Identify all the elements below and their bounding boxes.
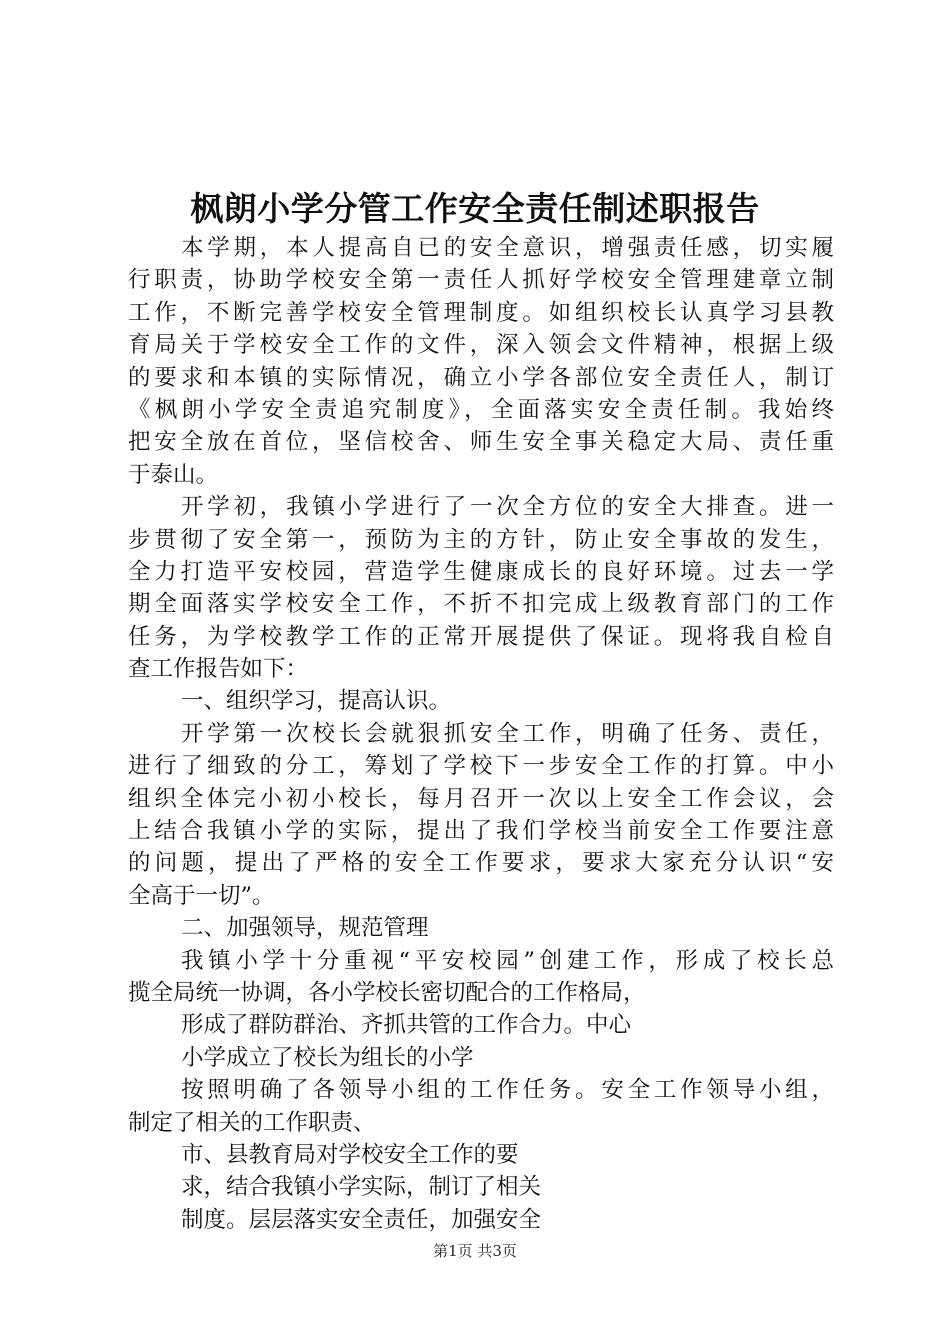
paragraph-line: 工作，不断完善学校安全管理制度。如组织校长认真学习县教: [128, 299, 834, 326]
paragraph-line: 于泰山。: [128, 461, 219, 488]
paragraph-line: 我镇小学十分重视“平安校园”创建工作，形成了校长总: [181, 947, 834, 974]
paragraph-line: 任务，为学校教学工作的正常开展提供了保证。现将我自检自: [128, 623, 834, 650]
document-body: [128, 232, 834, 1236]
paragraph-line: 全高于一切”。: [128, 882, 275, 909]
paragraph-line: 全力打造平安校园，营造学生健康成长的良好环境。过去一学: [128, 558, 834, 585]
section-heading: 一、组织学习，提高认识。: [181, 688, 452, 715]
paragraph-line: 育局关于学校安全工作的文件，深入领会文件精神，根据上级: [128, 332, 834, 359]
paragraph-line: 市、县教育局对学校安全工作的要: [181, 1141, 519, 1168]
paragraph-line: 揽全局统一协调，各小学校长密切配合的工作格局，: [128, 979, 646, 1006]
paragraph-line: 的问题，提出了严格的安全工作要求，要求大家充分认识“安: [128, 850, 834, 877]
paragraph-line: 把安全放在首位，坚信校舍、师生安全事关稳定大局、责任重: [128, 429, 834, 456]
paragraph-line: 上结合我镇小学的实际，提出了我们学校当前安全工作要注意: [128, 818, 834, 845]
paragraph-line: 开学第一次校长会就狠抓安全工作，明确了任务、责任，: [181, 720, 834, 747]
paragraph-line: 制定了相关的工作职责、: [128, 1109, 376, 1136]
paragraph-line: 小学成立了校长为组长的小学: [181, 1044, 474, 1071]
paragraph-line: 行职责，协助学校安全第一责任人抓好学校安全管理建章立制: [128, 267, 834, 294]
paragraph-line: 步贯彻了安全第一，预防为主的方针，防止安全事故的发生，: [128, 526, 834, 553]
paragraph-line: 开学初，我镇小学进行了一次全方位的安全大排查。进一: [181, 494, 834, 521]
section-heading: 二、加强领导，规范管理: [181, 915, 429, 942]
paragraph-line: 《枫朗小学安全责追究制度》，全面落实安全责任制。我始终: [128, 396, 834, 423]
document-title: 枫朗小学分管工作安全责任制述职报告: [190, 189, 760, 228]
paragraph-line: 查工作报告如下：: [128, 656, 309, 683]
paragraph-line: 求，结合我镇小学实际，制订了相关: [181, 1174, 542, 1201]
paragraph-line: 进行了细致的分工，筹划了学校下一步安全工作的打算。中小: [128, 753, 834, 780]
paragraph-line: 制度。层层落实安全责任，加强安全: [181, 1206, 542, 1233]
paragraph-line: 形成了群防群治、齐抓共管的工作合力。中心: [181, 1012, 632, 1039]
paragraph-line: 组织全体完小初小校长，每月召开一次以上安全工作会议，会: [128, 785, 834, 812]
paragraph-line: 的要求和本镇的实际情况，确立小学各部位安全责任人，制订: [128, 364, 834, 391]
paragraph-line: 本学期，本人提高自已的安全意识，增强责任感，切实履: [181, 235, 834, 261]
paragraph-line: 按照明确了各领导小组的工作任务。安全工作领导小组，: [181, 1077, 834, 1104]
page-number-footer: 第1页 共3页: [433, 1242, 517, 1260]
paragraph-line: 期全面落实学校安全工作，不折不扣完成上级教育部门的工作: [128, 591, 834, 618]
